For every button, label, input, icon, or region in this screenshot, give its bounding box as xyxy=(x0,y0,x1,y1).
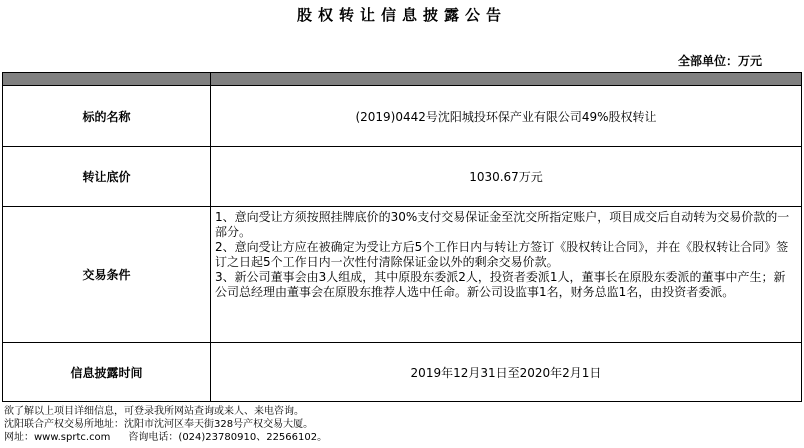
reserve-price-label: 转让底价 xyxy=(3,147,211,206)
disclosure-table xyxy=(2,72,802,402)
subject-name-value: (2019)0442号沈阳城投环保产业有限公司49%股权转让 xyxy=(355,109,657,124)
table-row-trade-conditions xyxy=(3,207,801,343)
condition-item-1: 1、意向受让方须按照挂牌底价的30%支付交易保证金至沈交所指定账户，项目成交后自动转为交易价款的一部分。 xyxy=(215,210,790,239)
table-header-bar xyxy=(3,72,801,86)
disclosure-period-value: 2019年12月31日至2020年2月1日 xyxy=(410,365,602,380)
table-row-subject-name xyxy=(3,86,801,147)
condition-item-2: 2、意向受让方应在被确定为受让方后5个工作日内与转让方签订《股权转让合同》，并在《股权转让合同》签订之日起5个工作日内一次性付清除保证金以外的剩余交易价款。 xyxy=(215,240,789,269)
reserve-price-value: 1030.67万元 xyxy=(469,170,543,184)
unit-note: 全部单位：万元 xyxy=(677,54,762,68)
footer-contact xyxy=(4,432,327,444)
table-header-left-cell xyxy=(3,73,211,85)
footer-address: 沈阳联合产权交易所地址：沈阳市沈河区奉天街328号产权交易大厦。 xyxy=(4,419,314,430)
table-row-reserve-price xyxy=(3,147,801,207)
condition-item-3: 3、新公司董事会由3人组成，其中原股东委派2人，投资者委派1人，董事长在原股东委派的董事中产生；新公司总经理由董事会在原股东推荐人选中任命。新公司设监事1名，财务总监1名，由投资者委派。 xyxy=(215,270,786,299)
page-title: 股权转让信息披露公告 xyxy=(296,6,507,24)
footer-website: 网址：www.sprtc.com xyxy=(4,432,111,443)
footer-inquiry-note: 欲了解以上项目详细信息，可登录我所网站查询或来人、来电咨询。 xyxy=(4,406,304,417)
trade-conditions-value xyxy=(211,207,801,342)
footer-phone: 咨询电话：(024)23780910、22566102。 xyxy=(128,432,328,443)
table-row-disclosure-period xyxy=(3,343,801,402)
disclosure-period-label: 信息披露时间 xyxy=(3,343,211,401)
subject-name-label: 标的名称 xyxy=(3,86,211,146)
trade-conditions-label: 交易条件 xyxy=(3,207,211,342)
